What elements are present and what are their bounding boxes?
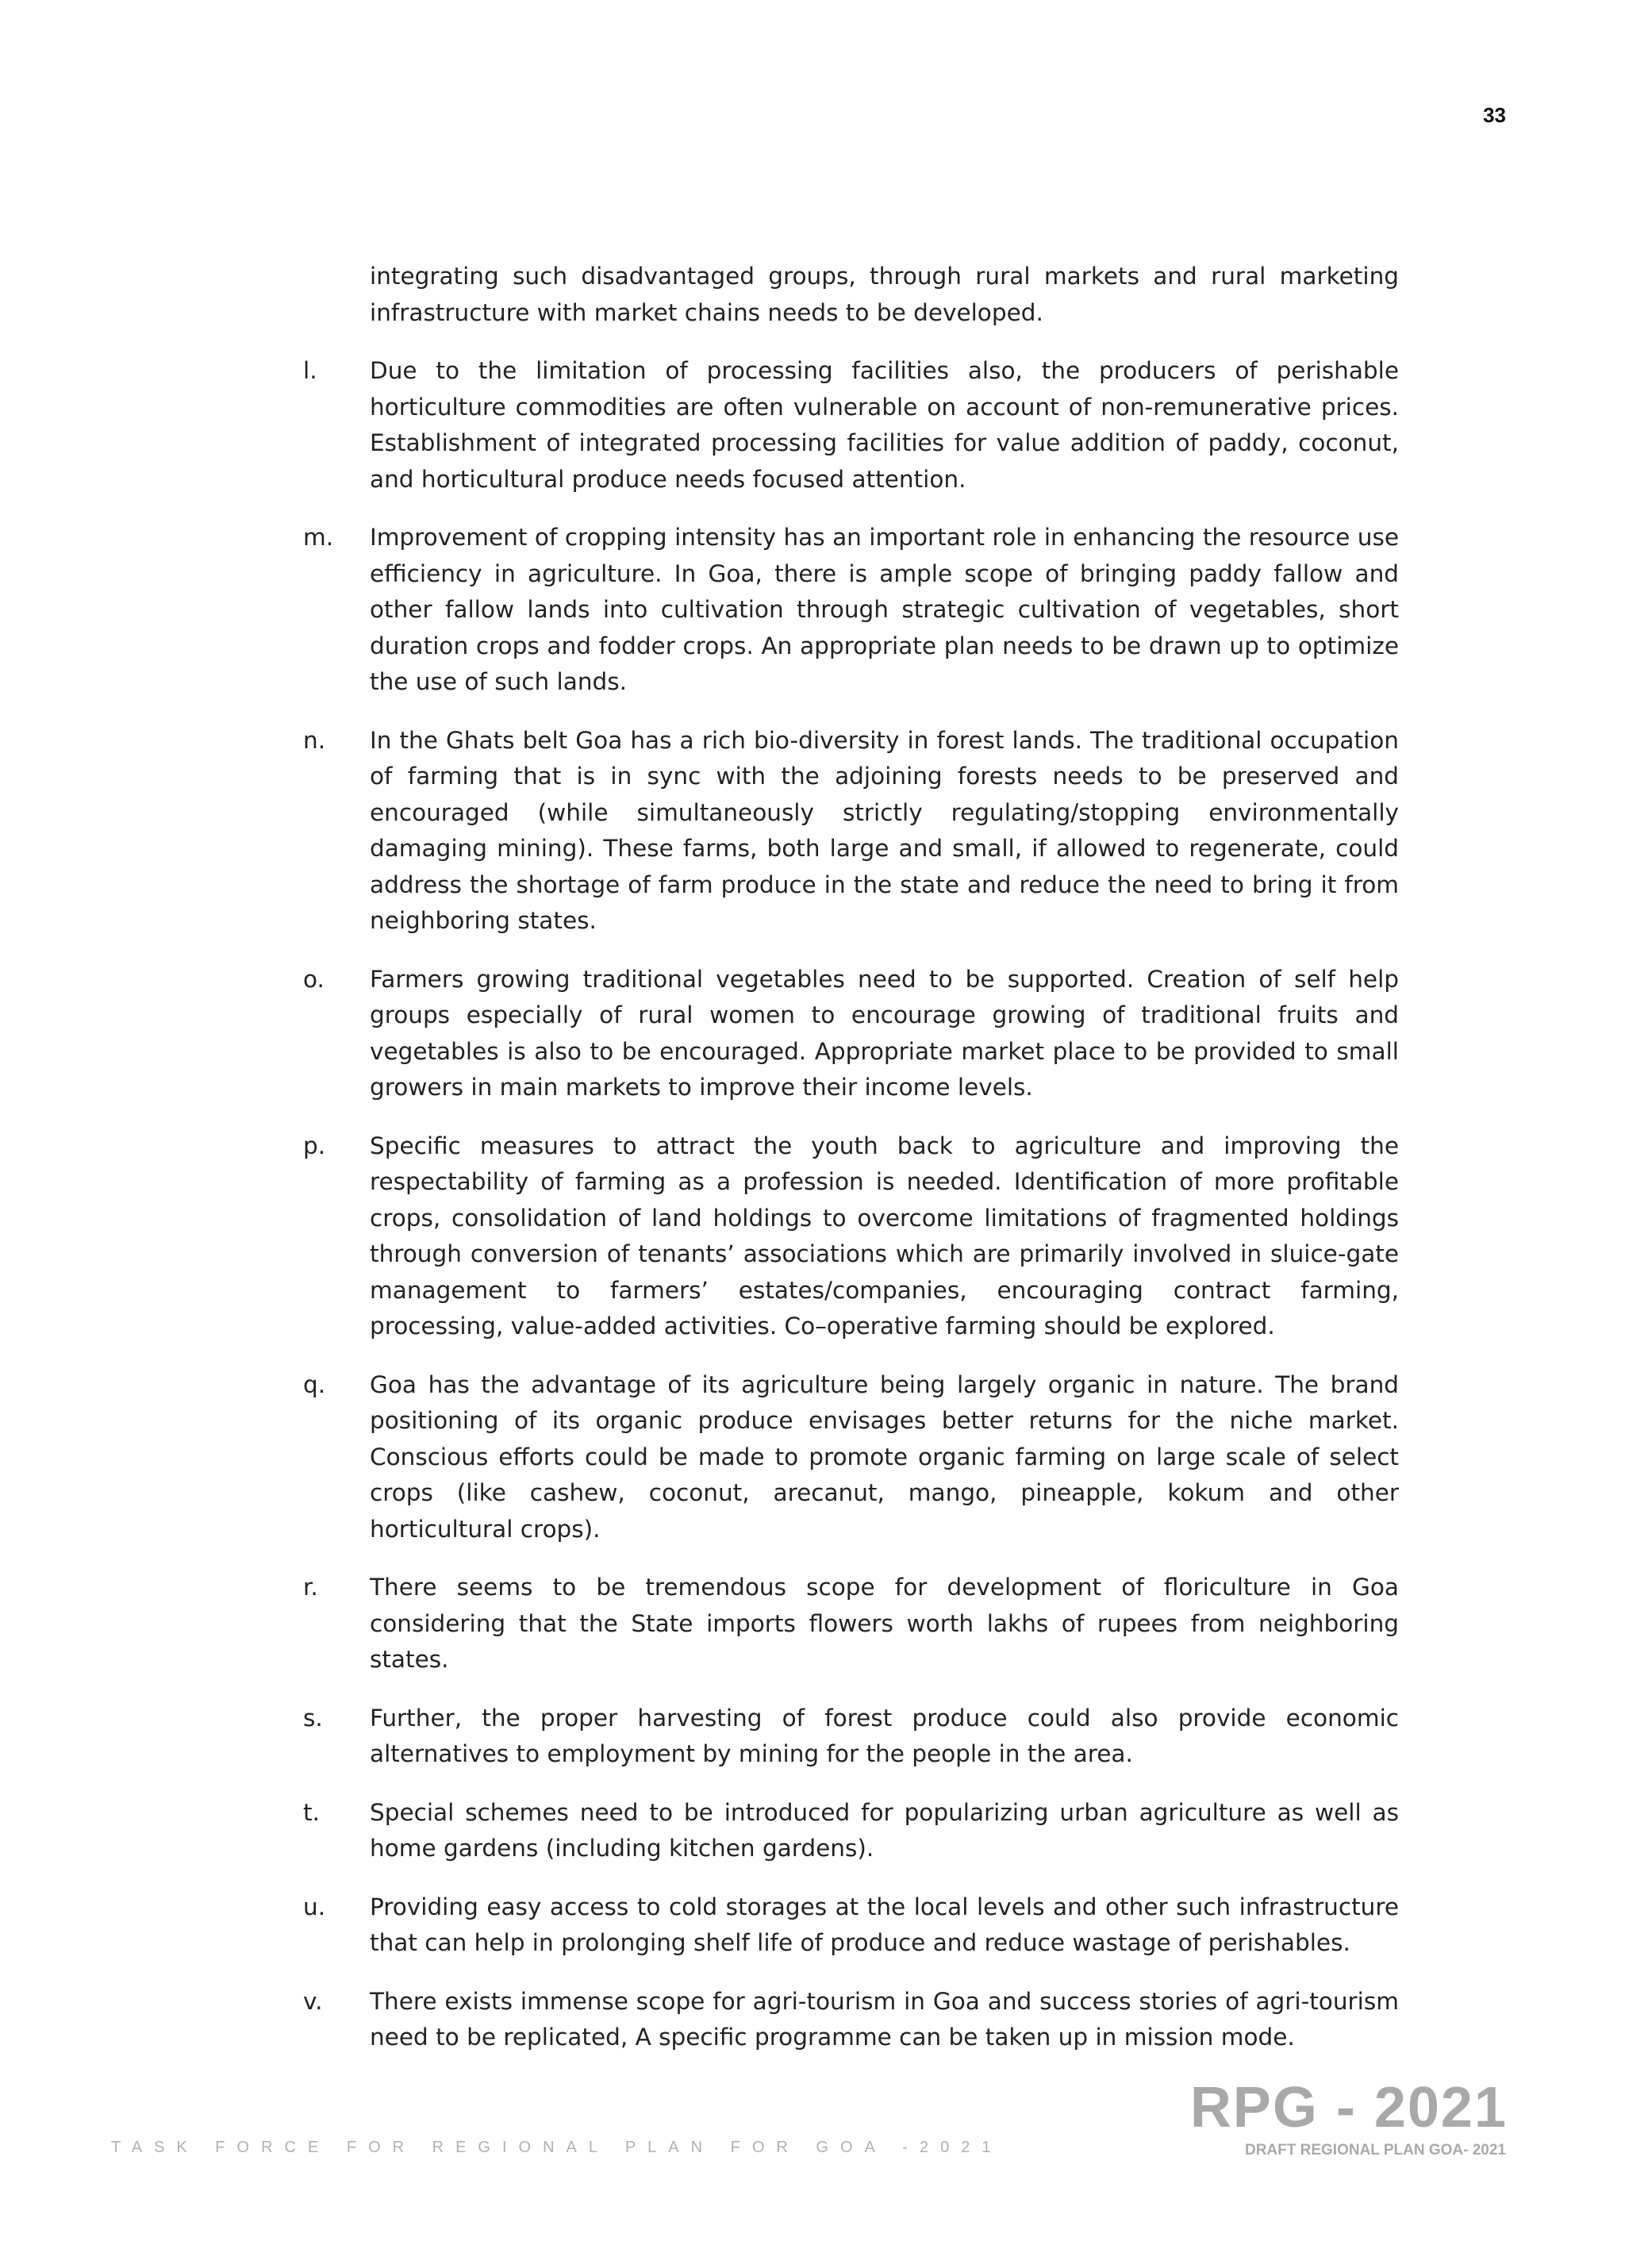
list-item [303,353,1399,498]
list-marker: r. [303,1574,318,1601]
page-number: 33 [1483,103,1506,127]
list-marker: m. [303,524,334,551]
continuation-paragraph [303,259,1399,331]
rpg-logo-subtitle: DRAFT REGIONAL PLAN GOA- 2021 [1244,2142,1506,2158]
rpg-logo: RPG - 2021 [1189,2076,1508,2139]
list-item-text: Farmers growing traditional vegetables need to be supported. Creation of self help groups especially of rural women to encourage growing of traditional fruits and vegetables is also to be encouraged. Appropriate market place to be provided to small growers in main markets to improve their income levels. [370,965,1399,1101]
list-item-text: There seems to be tremendous scope for development of floriculture in Goa considering that the State imports flowers worth lakhs of rupees from neighboring states. [370,1574,1399,1673]
list-item [303,723,1399,940]
list-item [303,1795,1399,1867]
list-marker [303,259,370,331]
list-item-text: Goa has the advantage of its agriculture being largely organic in nature. The brand positioning of its organic produce envisages better returns for the niche market. Conscious efforts could be made to promote organic farming on large scale of select crops (like cashew, coconut, arecanut, mango, pineapple, kokum and other horticultural crops). [370,1370,1399,1543]
footer-task-force-label: TASK FORCE FOR REGIONAL PLAN FOR GOA -2021 [111,2139,1003,2156]
list-item [303,1570,1399,1678]
list-marker: o. [303,965,325,993]
list-item [303,962,1399,1106]
list-item-text: Providing easy access to cold storages at the local levels and other such infrastructure that can help in prolonging shelf life of produce and reduce wastage of perishables. [370,1893,1399,1956]
list-item-text: In the Ghats belt Goa has a rich bio-diversity in forest lands. The traditional occupation of farming that is in sync with the adjoining forests needs to be preserved and encouraged (while simultaneously strictly regulating/stopping environmentally damaging mining). These farms, both large and small, if allowed to regenerate, could address the shortage of farm produce in the state and reduce the need to bring it from neighboring states. [370,726,1399,934]
paragraph-text: integrating such disadvantaged groups, through rural markets and rural marketing infrastructure with market chains needs to be developed. [370,263,1399,326]
list-item [303,1128,1399,1345]
list-marker: n. [303,726,326,754]
list-item [303,1701,1399,1773]
list-item [303,1889,1399,1962]
list-item-text: Further, the proper harvesting of forest produce could also provide economic alternatives to employment by mining for the people in the area. [370,1704,1399,1767]
list-marker: p. [303,1132,326,1159]
list-item [303,1984,1399,2056]
list-marker: v. [303,1987,323,2015]
list-marker: t. [303,1798,320,1826]
list-item-text: Improvement of cropping intensity has an important role in enhancing the resource use efficiency in agriculture. In Goa, there is ample scope of bringing paddy fallow and other fallow lands into cultivation through strategic cultivation of vegetables, short duration crops and fodder crops. An appropriate plan needs to be drawn up to optimize the use of such lands. [370,524,1399,695]
list-item [303,1367,1399,1548]
document-body [303,259,1399,2078]
list-marker: u. [303,1893,326,1920]
list-item [303,520,1399,701]
list-marker: s. [303,1704,323,1732]
list-marker: q. [303,1370,326,1398]
list-item-text: Due to the limitation of processing facilities also, the producers of perishable horticulture commodities are often vulnerable on account of non-remunerative prices. Establishment of integrated processing facilities for value addition of paddy, coconut, and horticultural produce needs focused attention. [370,357,1399,493]
list-item-text: Special schemes need to be introduced for popularizing urban agriculture as well as home gardens (including kitchen gardens). [370,1798,1399,1862]
list-marker: l. [303,357,317,384]
list-item-text: Specific measures to attract the youth back to agriculture and improving the respectability of farming as a profession is needed. Identification of more profitable crops, consolidation of land holdings to overcome limitations of fragmented holdings through conversion of tenants’ associations which are primarily involved in sluice-gate management to farmers’ estates/companies, encouraging contract farming, processing, value-added activities. Co–operative farming should be explored. [370,1132,1399,1340]
list-item-text: There exists immense scope for agri-tourism in Goa and success stories of agri-tourism need to be replicated, A specific programme can be taken up in mission mode. [370,1987,1399,2051]
